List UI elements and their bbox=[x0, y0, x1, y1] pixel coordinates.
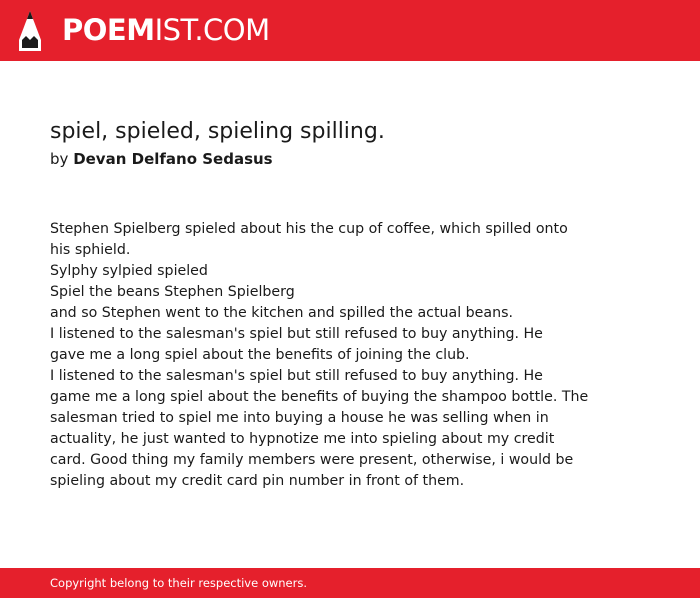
poem-line: Sylphy sylpied spieled bbox=[50, 263, 208, 279]
poem-line: game me a long spiel about the benefits of buying the shampoo bottle. The bbox=[50, 389, 589, 405]
logo-text-bold: POEM bbox=[62, 13, 155, 47]
site-logo[interactable] bbox=[62, 12, 270, 48]
pencil-tip-icon[interactable] bbox=[18, 10, 42, 52]
poem-line: salesman tried to spiel me into buying a house he was selling when in bbox=[50, 410, 549, 426]
site-header bbox=[0, 0, 700, 61]
byline-prefix: by bbox=[50, 150, 69, 168]
poem-line: Stephen Spielberg spieled about his the cup of coffee, which spilled onto bbox=[50, 221, 568, 237]
poem-line: I listened to the salesman's spiel but still refused to buy anything. He bbox=[50, 368, 543, 384]
poem-byline bbox=[50, 149, 273, 169]
author-name: Devan Delfano Sedasus bbox=[73, 150, 273, 168]
poem-line: card. Good thing my family members were present, otherwise, i would be bbox=[50, 452, 574, 468]
poem-line: gave me a long spiel about the benefits of joining the club. bbox=[50, 347, 470, 363]
copyright-notice: Copyright belong to their respective owners. bbox=[50, 576, 308, 590]
poem-line: spieling about my credit card pin number in front of them. bbox=[50, 473, 465, 489]
poem-line: actuality, he just wanted to hypnotize me into spieling about my credit bbox=[50, 431, 555, 447]
poem-title: spiel, spieled, spieling spilling. bbox=[50, 119, 385, 144]
poem-body bbox=[50, 219, 589, 492]
poem-line: his sphield. bbox=[50, 242, 131, 258]
logo-text-light: IST.COM bbox=[154, 13, 270, 47]
poem-line: and so Stephen went to the kitchen and spilled the actual beans. bbox=[50, 305, 513, 321]
site-footer bbox=[0, 568, 700, 598]
poem-line: I listened to the salesman's spiel but still refused to buy anything. He bbox=[50, 326, 543, 342]
poem-line: Spiel the beans Stephen Spielberg bbox=[50, 284, 295, 300]
